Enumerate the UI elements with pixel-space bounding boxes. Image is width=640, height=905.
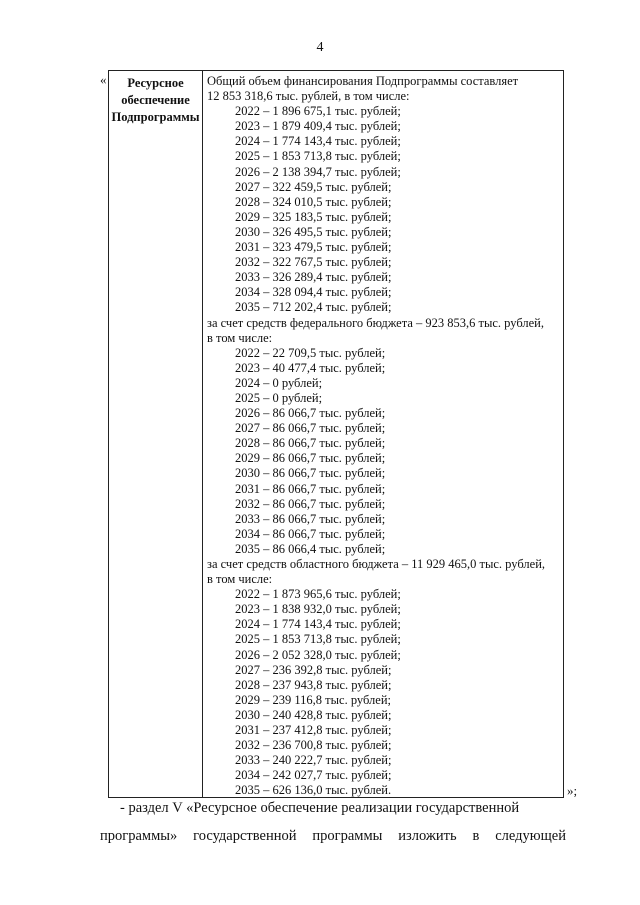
paragraph-word: программы <box>312 828 383 844</box>
total-year-line: 2031 – 323 479,5 тыс. рублей; <box>235 240 392 255</box>
regional-year-line: 2025 – 1 853 713,8 тыс. рублей; <box>235 632 401 647</box>
total-year-line: 2026 – 2 138 394,7 тыс. рублей; <box>235 164 401 179</box>
total-year-line: 2033 – 326 289,4 тыс. рублей; <box>235 270 392 285</box>
federal-year-line: 2031 – 86 066,7 тыс. рублей; <box>235 481 386 496</box>
page-number: 4 <box>316 40 324 55</box>
federal-year-line: 2030 – 86 066,7 тыс. рублей; <box>235 466 386 481</box>
table-header-cell <box>109 75 202 126</box>
paragraph-word: следующей <box>495 828 566 844</box>
table-column-divider <box>202 71 203 797</box>
federal-year-line: 2033 – 86 066,7 тыс. рублей; <box>235 511 386 526</box>
regional-year-line: 2023 – 1 838 932,0 тыс. рублей; <box>235 602 401 617</box>
total-year-line: 2035 – 712 202,4 тыс. рублей; <box>235 300 392 315</box>
regional-year-line: 2033 – 240 222,7 тыс. рублей; <box>235 753 392 768</box>
total-year-line: 2034 – 328 094,4 тыс. рублей; <box>235 285 392 300</box>
federal-year-list <box>207 346 561 557</box>
federal-year-line: 2028 – 86 066,7 тыс. рублей; <box>235 436 386 451</box>
federal-year-line: 2025 – 0 рублей; <box>235 390 323 405</box>
amendment-paragraph-line: - раздел V «Ресурсное обеспечение реализации государственной <box>120 800 520 816</box>
paragraph-word: программы» <box>100 828 178 844</box>
amendment-paragraph-line <box>100 827 566 845</box>
regional-year-line: 2022 – 1 873 965,6 тыс. рублей; <box>235 587 401 602</box>
header-line: Подпрограммы <box>111 110 200 124</box>
open-quote-mark: « <box>100 72 107 87</box>
close-quote-mark: »; <box>567 783 578 798</box>
total-year-line: 2028 – 324 010,5 тыс. рублей; <box>235 194 392 209</box>
federal-year-line: 2029 – 86 066,7 тыс. рублей; <box>235 451 386 466</box>
table-content-cell <box>207 74 561 799</box>
regional-year-line: 2032 – 236 700,8 тыс. рублей; <box>235 738 392 753</box>
total-intro-line: Общий объем финансирования Подпрограммы составляет <box>207 74 519 88</box>
federal-year-line: 2024 – 0 рублей; <box>235 375 323 390</box>
total-year-line: 2027 – 322 459,5 тыс. рублей; <box>235 179 392 194</box>
total-year-line: 2023 – 1 879 409,4 тыс. рублей; <box>235 119 401 134</box>
total-year-line: 2024 – 1 774 143,4 тыс. рублей; <box>235 134 401 149</box>
federal-year-line: 2026 – 86 066,7 тыс. рублей; <box>235 406 386 421</box>
regional-year-line: 2034 – 242 027,7 тыс. рублей; <box>235 768 392 783</box>
regional-year-line: 2035 – 626 136,0 тыс. рублей. <box>235 783 392 798</box>
resource-table <box>108 70 564 798</box>
regional-intro-line: в том числе: <box>207 572 273 587</box>
paragraph-word: государственной <box>193 828 297 844</box>
federal-year-line: 2032 – 86 066,7 тыс. рублей; <box>235 496 386 511</box>
federal-year-line: 2022 – 22 709,5 тыс. рублей; <box>235 345 386 360</box>
regional-year-line: 2024 – 1 774 143,4 тыс. рублей; <box>235 617 401 632</box>
federal-year-line: 2027 – 86 066,7 тыс. рублей; <box>235 421 386 436</box>
total-year-line: 2032 – 322 767,5 тыс. рублей; <box>235 255 392 270</box>
total-year-line: 2022 – 1 896 675,1 тыс. рублей; <box>235 104 401 119</box>
federal-year-line: 2034 – 86 066,7 тыс. рублей; <box>235 526 386 541</box>
total-year-list <box>207 104 561 315</box>
regional-year-list <box>207 587 561 798</box>
total-year-line: 2029 – 325 183,5 тыс. рублей; <box>235 209 392 224</box>
paragraph-word: изложить <box>398 828 457 844</box>
federal-year-line: 2035 – 86 066,4 тыс. рублей; <box>235 541 386 556</box>
regional-year-line: 2031 – 237 412,8 тыс. рублей; <box>235 723 392 738</box>
total-intro-line: 12 853 318,6 тыс. рублей, в том числе: <box>207 89 410 104</box>
regional-year-line: 2028 – 237 943,8 тыс. рублей; <box>235 677 392 692</box>
federal-year-line: 2023 – 40 477,4 тыс. рублей; <box>235 360 386 375</box>
regional-year-line: 2027 – 236 392,8 тыс. рублей; <box>235 662 392 677</box>
total-year-line: 2025 – 1 853 713,8 тыс. рублей; <box>235 149 401 164</box>
regional-year-line: 2026 – 2 052 328,0 тыс. рублей; <box>235 647 401 662</box>
paragraph-word: в <box>472 828 480 844</box>
total-year-line: 2030 – 326 495,5 тыс. рублей; <box>235 224 392 239</box>
regional-year-line: 2030 – 240 428,8 тыс. рублей; <box>235 707 392 722</box>
header-line: Ресурсное <box>127 76 184 90</box>
header-line: обеспечение <box>121 93 190 107</box>
federal-intro-line: в том числе: <box>207 330 273 345</box>
regional-year-line: 2029 – 239 116,8 тыс. рублей; <box>235 692 391 707</box>
regional-intro-line: за счет средств областного бюджета – 11 929 465,0 тыс. рублей, <box>207 557 546 571</box>
federal-intro-line: за счет средств федерального бюджета – 923 853,6 тыс. рублей, <box>207 315 544 330</box>
